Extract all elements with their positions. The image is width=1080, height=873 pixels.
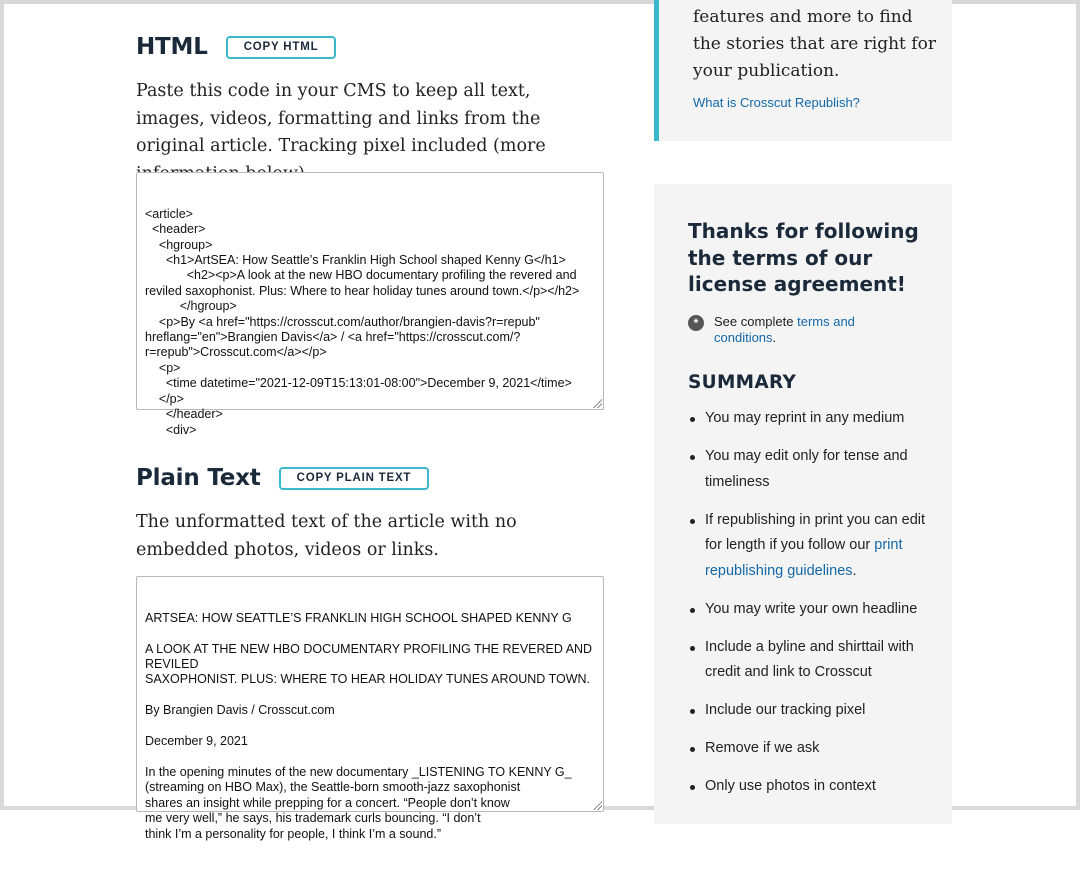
promo-text: features and more to find the stories that are right for your publication. (693, 7, 936, 81)
html-code-textarea[interactable] (136, 172, 604, 437)
text-line: <h2><p>A look at the new HBO documentary profiling the revered and reviled saxophonist. Plus: Where to hear holiday tunes around town.</p></h2> (145, 268, 581, 298)
print-guidelines-link[interactable]: print republishing guidelines (705, 537, 903, 579)
text-line: <h1>ArtSEA: How Seattle’s Franklin High School shaped Kenny G</h1> (145, 253, 566, 268)
what-is-republish-link[interactable]: What is Crosscut Republish? (693, 95, 860, 110)
text-line: shares an insight while prepping for a concert. “People don’t know (145, 795, 510, 810)
text-line: think I’m a personality for people, I think I’m a sound.” (145, 826, 441, 841)
resize-handle-icon[interactable] (593, 399, 602, 408)
text-line: <hgroup> (145, 237, 213, 252)
text-line: <time datetime="2021-12-09T15:13:01-08:00">December 9, 2021</time> (145, 376, 572, 391)
text-line: In the opening minutes of the new documentary _LISTENING TO KENNY G_ (145, 764, 572, 779)
text-line: A LOOK AT THE NEW HBO DOCUMENTARY PROFILING THE REVERED AND REVILED (145, 641, 596, 672)
license-card (654, 184, 952, 824)
text-line: me very well,” he says, his trademark curls bouncing. “I don’t (145, 811, 481, 826)
text-line: <p>By <a href="https://crosscut.com/author/brangien-davis?r=repub" hreflang="en">Brangien Davis</a> / <a href="https://crosscut.com/?r=repub">Crosscut.com</a></p> (145, 314, 544, 360)
summary-title: SUMMARY (688, 372, 797, 393)
terms-prefix: See complete (714, 314, 798, 329)
plain-section-title: Plain Text (136, 465, 261, 491)
text-line: </p> (145, 391, 184, 406)
plain-text-textarea[interactable] (136, 576, 604, 841)
text-line: (streaming on HBO Max), the Seattle-born smooth-jazz saxophonist (145, 780, 521, 795)
copy-html-button[interactable]: COPY HTML (226, 36, 337, 59)
html-description: Paste this code in your CMS to keep all text, images, videos, formatting and links from the original article. Tracking pixel included (more (136, 81, 546, 156)
terms-note (688, 314, 918, 346)
summary-item: You may edit only for tense and timeliness (688, 444, 938, 495)
text-line: </hgroup> (145, 299, 237, 314)
text-line: SAXOPHONIST. PLUS: WHERE TO HEAR HOLIDAY TUNES AROUND TOWN. (145, 672, 591, 687)
terms-text (714, 314, 918, 346)
text-line: ARTSEA: HOW SEATTLE’S FRANKLIN HIGH SCHOOL SHAPED KENNY G (145, 610, 572, 625)
republish-promo-card (654, 0, 952, 141)
terms-suffix: . (772, 330, 777, 345)
text-line (145, 749, 595, 764)
text-line: <article> (145, 206, 193, 221)
summary-item: Remove if we ask (688, 736, 938, 762)
html-section-header (136, 34, 336, 60)
guidelines-suffix: . (852, 562, 857, 579)
text-line (145, 688, 595, 703)
summary-item: You may write your own headline (688, 597, 938, 623)
summary-item-text: If republishing in print you can edit for length if you follow our (705, 511, 926, 553)
asterisk-icon: * (688, 315, 704, 331)
summary-item: Include our tracking pixel (688, 698, 938, 724)
summary-item: You may reprint in any medium (688, 406, 938, 432)
summary-item (688, 508, 938, 585)
text-line: </header> (145, 407, 223, 422)
plain-section-header (136, 465, 429, 491)
plain-description: The unformatted text of the article with no embedded photos, videos or links. (136, 512, 517, 560)
copy-plain-text-button[interactable]: COPY PLAIN TEXT (279, 467, 430, 490)
text-line: <header> (145, 222, 206, 237)
text-line: <div> (145, 422, 197, 437)
html-section-title: HTML (136, 34, 208, 60)
terms-and-conditions-link[interactable]: terms and conditions (714, 314, 855, 345)
summary-item: Include a byline and shirttail with credit and link to Crosscut (688, 635, 938, 686)
text-line: <p> (145, 360, 181, 375)
summary-item: Only use photos in context (688, 774, 938, 800)
text-line: By Brangien Davis / Crosscut.com (145, 703, 335, 718)
summary-list (688, 406, 938, 812)
text-line: December 9, 2021 (145, 734, 248, 749)
text-line (145, 719, 595, 734)
text-line (145, 626, 595, 641)
resize-handle-icon[interactable] (593, 801, 602, 810)
thanks-heading: Thanks for following the terms of our license agreement! (688, 219, 919, 296)
